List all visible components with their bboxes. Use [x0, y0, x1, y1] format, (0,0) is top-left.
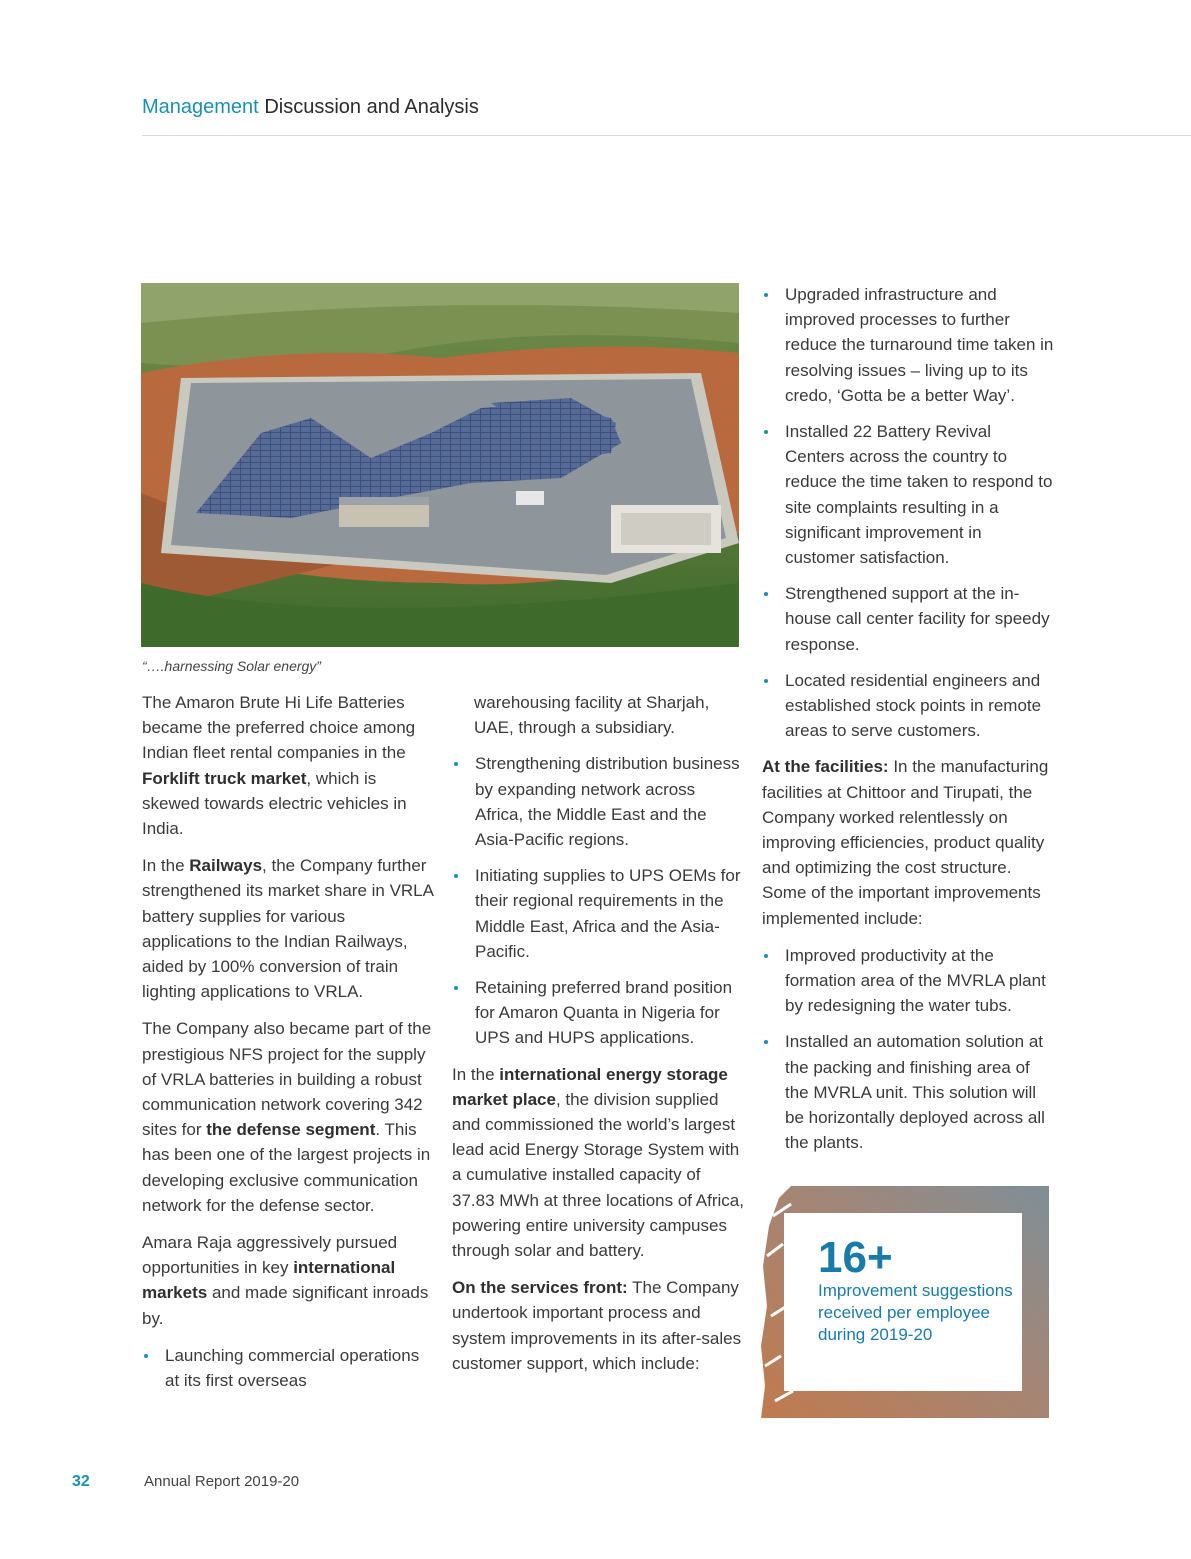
paragraph-forklift: The Amaron Brute Hi Life Batteries became the preferred choice among Indian fleet rental companies in the Forklift truck market, which is skewed towards electric vehicles in India. [142, 693, 416, 839]
text-column-3 [762, 282, 1054, 1167]
header-section-accent: Management [142, 96, 259, 118]
header-divider [142, 135, 1191, 136]
paragraph-facilities: At the facilities: In the manufacturing facilities at Chittoor and Tirupati, the Company worked relentlessly on improving efficiencies, product quality and optimizing the cost structure. Some of the important improvements implemented include: [762, 757, 1049, 928]
paragraph-railways: In the Railways, the Company further strengthened its market share in VRLA battery supplies for various applications to the Indian Railways, aided by 100% conversion of train lighting applications to VRLA. [142, 856, 434, 1002]
list-item: Improved productivity at the formation area of the MVRLA plant by redesigning the water tubs. [762, 943, 1054, 1019]
list-item: Retaining preferred brand position for Amaron Quanta in Nigeria for UPS and HUPS applications. [452, 975, 744, 1051]
bullet-list-international-cont [452, 690, 744, 1051]
header-section-rest: Discussion and Analysis [264, 96, 479, 118]
list-item: Installed 22 Battery Revival Centers across the country to reduce the time taken to respond to site complaints resulting in a significant improvement in customer satisfaction. [762, 419, 1054, 570]
stat-label: Improvement suggestions received per employee during 2019-20 [818, 1281, 1013, 1344]
list-item: Located residential engineers and established stock points in remote areas to serve customers. [762, 668, 1054, 744]
text-column-1 [142, 690, 434, 1404]
bullet-list-international [142, 1343, 434, 1393]
page-header-title [142, 96, 479, 119]
bullet-list-facilities [762, 943, 1054, 1156]
list-item: Upgraded infrastructure and improved processes to further reduce the turnaround time taken in resolving issues – living up to its credo, ‘Gotta be a better Way’. [762, 282, 1054, 408]
solar-plant-photo [141, 283, 739, 647]
paragraph-services: On the services front: The Company undertook important process and system improvements in its after-sales customer support, which include: [452, 1278, 742, 1373]
list-item: Launching commercial operations at its first overseas [142, 1343, 434, 1393]
text-column-2 [452, 690, 744, 1388]
list-item: Strengthening distribution business by expanding network across Africa, the Middle East and the Asia-Pacific regions. [452, 751, 744, 852]
list-item: Initiating supplies to UPS OEMs for their regional requirements in the Middle East, Africa and the Asia-Pacific. [452, 863, 744, 964]
solar-plant-aerial-image [141, 283, 739, 647]
page-number: 32 [72, 1473, 90, 1490]
paragraph-defense: The Company also became part of the prestigious NFS project for the supply of VRLA batteries in building a robust communication network covering 342 sites for the defense segment. This has been one of the largest projects in developing exclusive communication network for the defense sector. [142, 1019, 432, 1215]
list-item-continued: warehousing facility at Sharjah, UAE, through a subsidiary. [474, 693, 710, 738]
stat-number: 16+ [818, 1233, 893, 1282]
paragraph-international: Amara Raja aggressively pursued opportunities in key international markets and made significant inroads by. [142, 1233, 429, 1328]
bullet-list-services [762, 282, 1054, 743]
list-item: Installed an automation solution at the packing and finishing area of the MVRLA unit. This solution will be horizontally deployed across all the plants. [762, 1029, 1054, 1155]
footer-report-title: Annual Report 2019-20 [144, 1473, 300, 1490]
paragraph-energy-storage: In the international energy storage market place, the division supplied and commissioned the world’s largest lead acid Energy Storage System with a cumulative installed capacity of 37.83 MWh at three locations of Africa, powering entire university campuses through solar and battery. [452, 1064, 744, 1261]
list-item: Strengthened support at the in-house call center facility for speedy response. [762, 581, 1054, 657]
photo-caption: “….harnessing Solar energy” [142, 658, 321, 674]
